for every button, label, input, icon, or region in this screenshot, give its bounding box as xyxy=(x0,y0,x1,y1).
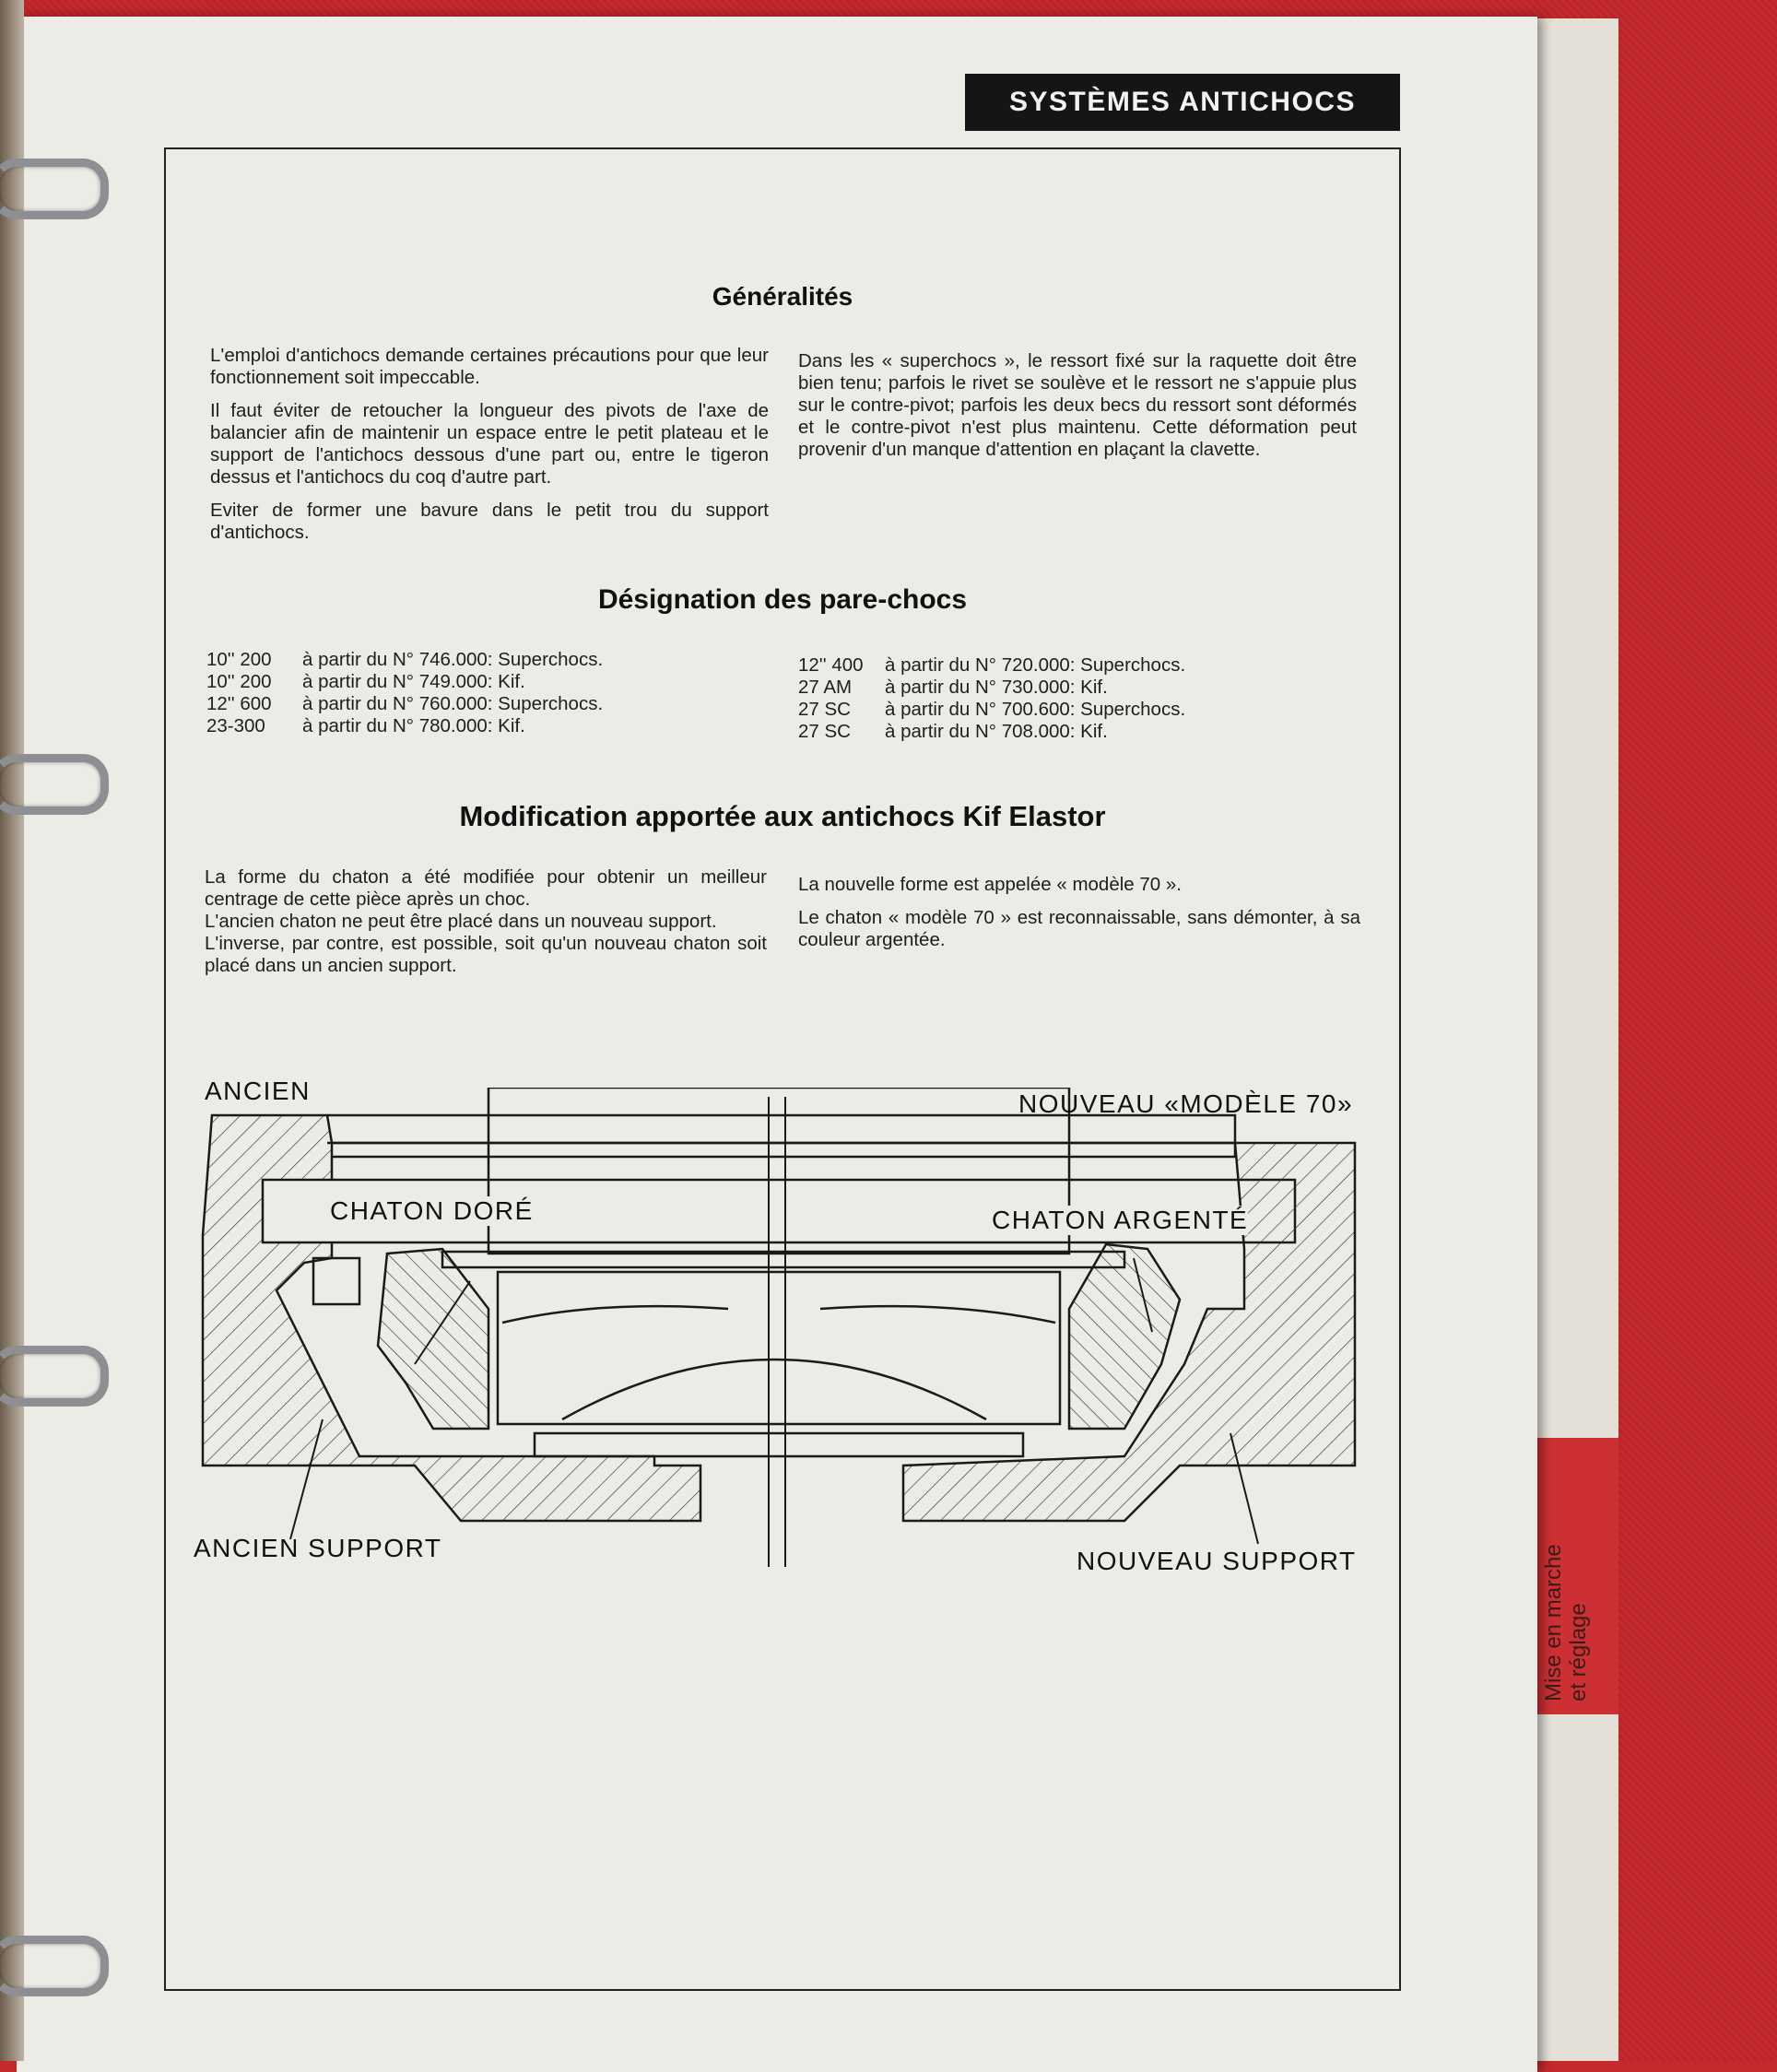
section-tab-label xyxy=(1541,1480,1591,1701)
section-title: SYSTÈMES ANTICHOCS xyxy=(965,74,1400,131)
label-chaton-argente: CHATON ARGENTÉ xyxy=(992,1206,1249,1234)
jewel-top-left xyxy=(502,1306,728,1323)
paragraph: Il faut éviter de retoucher la longueur des pivots de l'axe de balancier afin de maintenir un espace entre le petit plateau et le support de l'antichocs dessous d'une part ou, entre le tigeron dessus et l'antichocs du coq d'autre part. xyxy=(210,400,769,488)
binder-spine xyxy=(0,0,24,2061)
list-item xyxy=(206,671,778,693)
calibre: 10'' 200 xyxy=(206,649,272,670)
list-item xyxy=(798,699,1370,721)
paragraph: Dans les « superchocs », le ressort fixé sur la raquette doit être bien tenu; parfois le rivet se soulève et le ressort ne s'appuie plus sur le contre-pivot; parfois les deux becs du ressort sont déformés et le contre-pivot n'est plus maintenu. Cette déformation peut provenir d'un manque d'attention en plaçant la clavette. xyxy=(798,350,1357,460)
label-ancien-support: ANCIEN SUPPORT xyxy=(194,1534,442,1562)
binder-ring-icon xyxy=(0,754,109,815)
list-item xyxy=(798,654,1370,677)
calibre: 27 AM xyxy=(798,677,853,698)
list-item xyxy=(798,677,1370,699)
calibre: 12'' 400 xyxy=(798,654,864,676)
paragraph: Eviter de former une bavure dans le petit trou du support d'antichocs. xyxy=(210,500,769,543)
jewel-housing-inner xyxy=(498,1272,1060,1424)
list-item xyxy=(206,693,778,715)
calibre: 10'' 200 xyxy=(206,671,272,692)
list-item xyxy=(206,649,778,671)
calibre: 27 SC xyxy=(798,721,851,742)
binder-ring-icon xyxy=(0,1346,109,1407)
list-item xyxy=(206,715,778,737)
heading-generalites: Généralités xyxy=(712,282,853,311)
calibre: 23-300 xyxy=(206,715,265,736)
list-item-text: à partir du N° 749.000: Kif. xyxy=(302,671,525,692)
heading-modification: Modification apportée aux antichocs Kif Elastor xyxy=(459,800,1106,832)
base-plate xyxy=(535,1433,1023,1456)
generalites-right-column xyxy=(798,350,1357,472)
list-item-text: à partir du N° 760.000: Superchocs. xyxy=(302,693,604,714)
designation-left-list xyxy=(206,649,778,737)
designation-right-list xyxy=(798,654,1370,743)
paragraph: La nouvelle forme est appelée « modèle 70 ». xyxy=(798,874,1182,895)
modification-right-column xyxy=(798,874,1360,962)
antichocs-cross-section-diagram xyxy=(184,1088,1383,1585)
paragraph: La forme du chaton a été modifiée pour obtenir un meilleur centrage de cette pièce après un choc. xyxy=(205,866,767,910)
label-nouveau-support: NOUVEAU SUPPORT xyxy=(1077,1547,1357,1575)
binder-ring-icon xyxy=(0,159,109,219)
label-nouveau-modele-70: NOUVEAU «MODÈLE 70» xyxy=(1018,1089,1354,1118)
pivot-left-step xyxy=(313,1258,359,1304)
calibre: 12'' 600 xyxy=(206,693,272,714)
list-item-text: à partir du N° 700.600: Superchocs. xyxy=(885,699,1186,720)
label-chaton-dore: CHATON DORÉ xyxy=(330,1196,534,1225)
paragraph: L'emploi d'antichocs demande certaines précautions pour que leur fonctionnement soit impeccable. xyxy=(210,345,769,388)
list-item xyxy=(798,721,1370,743)
tab-divider-sheet xyxy=(1537,18,1618,2061)
label-ancien: ANCIEN xyxy=(205,1077,311,1105)
list-item-text: à partir du N° 730.000: Kif. xyxy=(885,677,1108,698)
section-tab-line2: et réglage xyxy=(1566,1603,1591,1701)
list-item-text: à partir du N° 746.000: Superchocs. xyxy=(302,649,604,670)
paragraph: Le chaton « modèle 70 » est reconnaissable, sans démonter, à sa couleur argentée. xyxy=(798,907,1360,950)
binder-ring-icon xyxy=(0,1936,109,1996)
top-plate-lower xyxy=(332,1143,1235,1157)
modification-left-column xyxy=(205,866,767,977)
section-tab-line1: Mise en marche xyxy=(1541,1544,1566,1701)
heading-designation: Désignation des pare-chocs xyxy=(597,584,968,615)
jewel-dome xyxy=(562,1360,986,1419)
paragraph: L'inverse, par contre, est possible, soit qu'un nouveau chaton soit placé dans un ancien support. xyxy=(205,933,767,976)
chaton-dore xyxy=(378,1249,488,1429)
paragraph: L'ancien chaton ne peut être placé dans un nouveau support. xyxy=(205,911,717,932)
list-item-text: à partir du N° 708.000: Kif. xyxy=(885,721,1108,742)
calibre: 27 SC xyxy=(798,699,851,720)
list-item-text: à partir du N° 720.000: Superchocs. xyxy=(885,654,1186,676)
list-item-text: à partir du N° 780.000: Kif. xyxy=(302,715,525,736)
generalites-left-column xyxy=(210,345,769,555)
top-plate xyxy=(327,1115,1235,1143)
jewel-top-right xyxy=(820,1306,1055,1323)
